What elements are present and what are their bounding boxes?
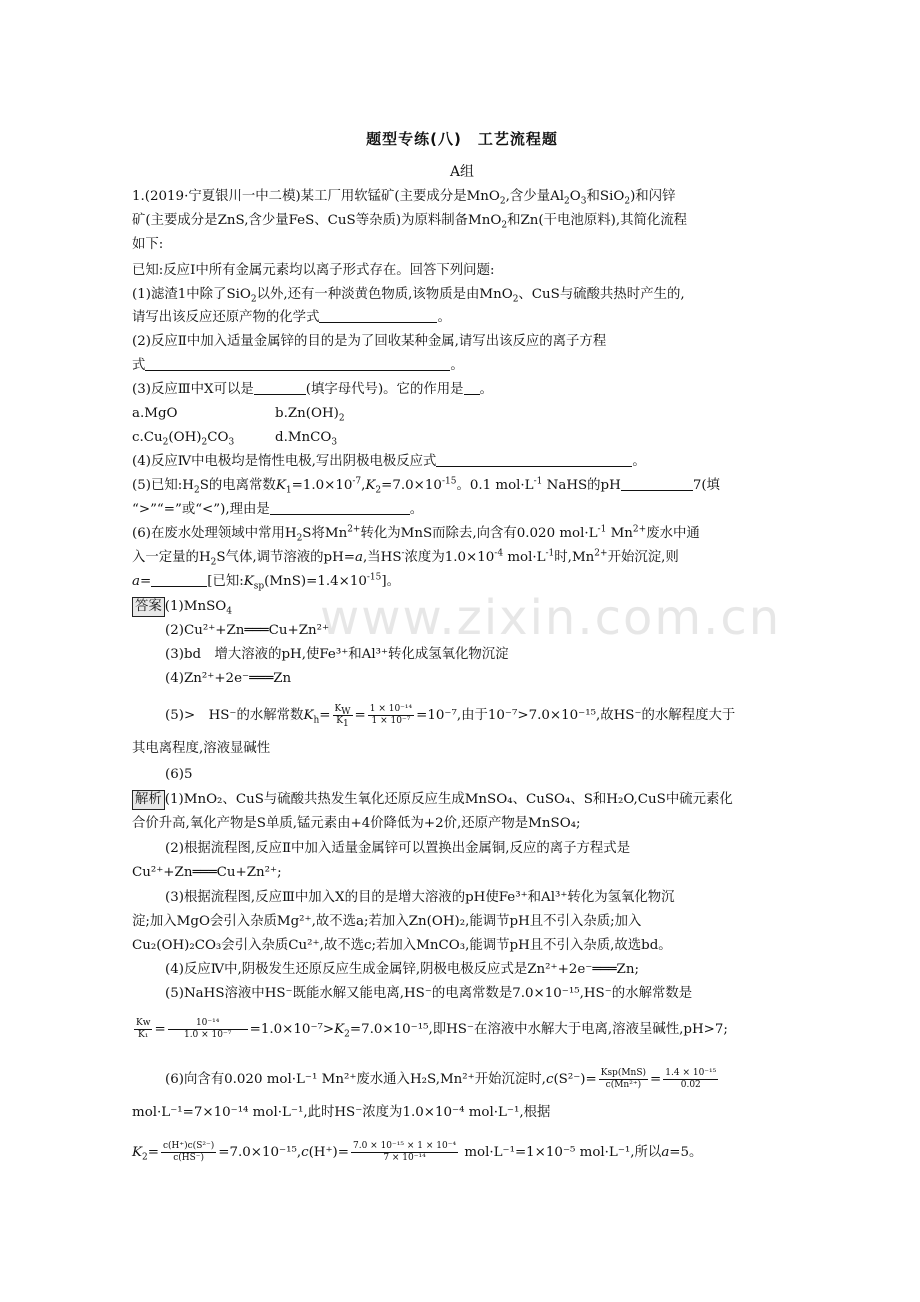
analysis-line: (3)根据流程图,反应Ⅲ中加入X的目的是增大溶液的pH使Fe³⁺和Al³⁺转化为氢氧化物沉 [165,890,675,905]
answer-blank[interactable] [436,452,632,467]
answer-line: 答案 (1)MnSO$_4$ [132,596,797,618]
question-line: 请写出该反应还原产物的化学式 。 [132,310,451,325]
analysis-line: Cu₂(OH)₂CO₃会引入杂质Cu²⁺,故不选c;若加入MnCO₃,能调节pH且不引入杂质,故选bd。 [132,938,672,953]
question-line: 入一定量的$H_2S$气体,调节溶液的pH=a,当HS-浓度为$1.0\times 10^{-4}$ $mol\cdot L^{-1}$时$,Mn^{2+}$开始沉淀,则 [132,548,679,568]
question-line: (3)反应Ⅲ中X可以是 (填字母代号)。它的作用是 。 [132,382,493,397]
group-heading: A组 [449,164,475,180]
answer-blank[interactable] [151,572,207,587]
analysis-tag: 解析 [132,790,165,810]
analysis-line: (6)向含有0.020 mol·L⁻¹ Mn²⁺废水通入H₂S,Mn²⁺开始沉淀时,c(S²⁻)= $\frac{\text{Ksp(MnS)}}{\text{c(Mn²⁺)}}$ = $\frac{\text{1.4 × 10⁻¹⁵}}{0.02}$ [165,1068,717,1090]
question-line: (5)已知$:H_2S$的电离常数$K_1=1.0\times 10^{-7},K_2=7.0\times 10^{-15}$。0.1 $mol\cdot L^{-1}$ NaHS的pH 7(填 [132,476,720,496]
analysis-line: mol·L⁻¹=7×10⁻¹⁴ mol·L⁻¹,此时HS⁻浓度为1.0×10⁻⁴ mol·L⁻¹,根据 [132,1105,551,1120]
answer-blank[interactable] [145,356,450,371]
question-line: 式 。 [132,358,464,373]
answer-line: (5)> HS⁻的水解常数$K_h=$ $\frac{K_W}{K_1}$ = $\frac{\text{1 × 10⁻¹⁴}}{\text{1 × 10⁻⁷}}$ =10⁻⁷,由于10⁻⁷>7.0×10⁻¹⁵,故HS⁻的水解程度大于 [165,704,736,729]
fraction: $\frac{\text{c(H⁺)c(S²⁻)}}{c(HS^-)}$ [162,1141,215,1163]
answer-tag: 答案 [132,597,165,617]
fraction: $\frac{K_W}{K_1}$ [334,704,351,729]
question-line: (1)滤渣1中除了SiO$_2$以外,还有一种淡黄色物质,该物质是由MnO$_2$、CuS与硫酸共热时产生的, [132,287,685,305]
fraction: $\frac{\text{7.0 × 10⁻¹⁵ × 1 × 10⁻⁴}}{\text{7 × 10⁻¹⁴}}$ [353,1141,457,1163]
question-line: (6)在废水处理领域中常用$H_2S$将$Mn^{2+}$转化为MnS而除去,向含有0.020 $mol\cdot L^{-1}$ $Mn^{2+}$废水中通 [132,524,700,544]
answer-blank[interactable] [621,476,693,491]
analysis-line: 合价升高,氧化产物是S单质,锰元素由+4价降低为+2价,还原产物是MnSO₄; [132,816,581,831]
answer-line: 其电离程度,溶液显碱性 [132,741,271,756]
analysis-line: $K_2=$ $\frac{\text{c(H⁺)c(S²⁻)}}{c(HS^-)}$ =7.0×10⁻¹⁵,c(H⁺)= $\frac{\text{7.0 × 10⁻¹⁵ × 1 × 10⁻⁴}}{\text{7 × 10⁻¹⁴}}$ mol·L⁻¹=1×10⁻⁵ mol·L⁻¹,所以a=5。 [132,1141,703,1163]
answer-blank[interactable] [270,500,410,515]
analysis-line: (5)NaHS溶液中HS⁻既能水解又能电离,HS⁻的电离常数是7.0×10⁻¹⁵,HS⁻的水解常数是 [165,986,693,1001]
watermark: www.zixin.com.cn [320,590,782,646]
fraction: $\frac{\text{10⁻¹⁴}}{\text{1.0 × 10⁻⁷}}$ [168,1018,248,1041]
answer-blank[interactable] [464,380,480,395]
answer-line: (3)bd 增大溶液的pH,使Fe³⁺和Al³⁺转化成氢氧化物沉淀 [165,647,509,662]
question-line: (2)反应Ⅱ中加入适量金属锌的目的是为了回收某种金属,请写出该反应的离子方程 [132,334,607,349]
analysis-line: 淀;加入MgO会引入杂质Mg²⁺,故不选a;若加入Zn(OH)₂,能调节pH且不引入杂质;加入 [132,914,642,929]
analysis-line: (2)根据流程图,反应Ⅱ中加入适量金属锌可以置换出金属铜,反应的离子方程式是 [165,841,631,856]
question-line: 如下: [132,237,164,252]
fraction: $\frac{\text{Ksp(MnS)}}{\text{c(Mn²⁺)}}$ [600,1068,647,1090]
question-line: (4)反应Ⅳ中电极均是惰性电极,写出阴极电极反应式 。 [132,454,646,469]
answer-line: (6)5 [165,767,193,782]
option-row: $c.Cu_2(OH)_2CO_3$ d.MnCO$_3$ [132,430,338,448]
question-line: 已知:反应Ⅰ中所有金属元素均以离子形式存在。回答下列问题: [132,263,495,278]
analysis-line: $\frac{Kw}{\text{K₁}}$ = $\frac{\text{10⁻¹⁴}}{\text{1.0 × 10⁻⁷}}$ $=1.0\times 10^{-7}>K_2=7.0\times 10^{-15}$,即HS⁻在溶液中水解大于电离,溶液呈碱性,pH>7; [136,1018,728,1040]
fraction: $\frac{\text{1.4 × 10⁻¹⁵}}{0.02}$ [665,1068,717,1090]
question-line: 1.(2019·宁夏银川一中二模)某工厂用软锰矿(主要成分是MnO$_2$,含少量$Al_2O_3$和SiO$_2$)和闪锌 [132,189,676,207]
answer-blank[interactable] [319,308,437,323]
option-row: a.MgO $b.Zn(OH)_2$ [132,406,345,424]
analysis-line: Cu²⁺+Zn═══Cu+Zn²⁺; [132,865,282,880]
page-title: 题型专练(八) 工艺流程题 [366,130,558,148]
analysis-line: (4)反应Ⅳ中,阴极发生还原反应生成金属锌,阴极电极反应式是Zn²⁺+2e⁻═══Zn; [165,962,639,977]
answer-line: (4)Zn²⁺+2e⁻═══Zn [165,671,292,686]
question-line: a= [已知$:K_{sp}(MnS)=1.4\times 10^{-15}$]。 [132,572,401,592]
analysis-line: 解析 (1)MnO₂、CuS与硫酸共热发生氧化还原反应生成MnSO₄、CuSO₄、S和H₂O,CuS中硫元素化 [132,789,797,811]
fraction: $\frac{Kw}{\text{K₁}}$ [136,1018,151,1040]
answer-blank[interactable] [254,380,306,395]
question-line: 矿(主要成分是ZnS,含少量FeS、CuS等杂质)为原料制备MnO$_2$和Zn(干电池原料),其简化流程 [132,213,688,231]
answer-line: (2)Cu²⁺+Zn═══Cu+Zn²⁺ [165,623,330,638]
question-line: “>”“=”或“<”),理由是 。 [132,502,424,517]
fraction: $\frac{\text{1 × 10⁻¹⁴}}{\text{1 × 10⁻⁷}}$ [369,704,413,726]
